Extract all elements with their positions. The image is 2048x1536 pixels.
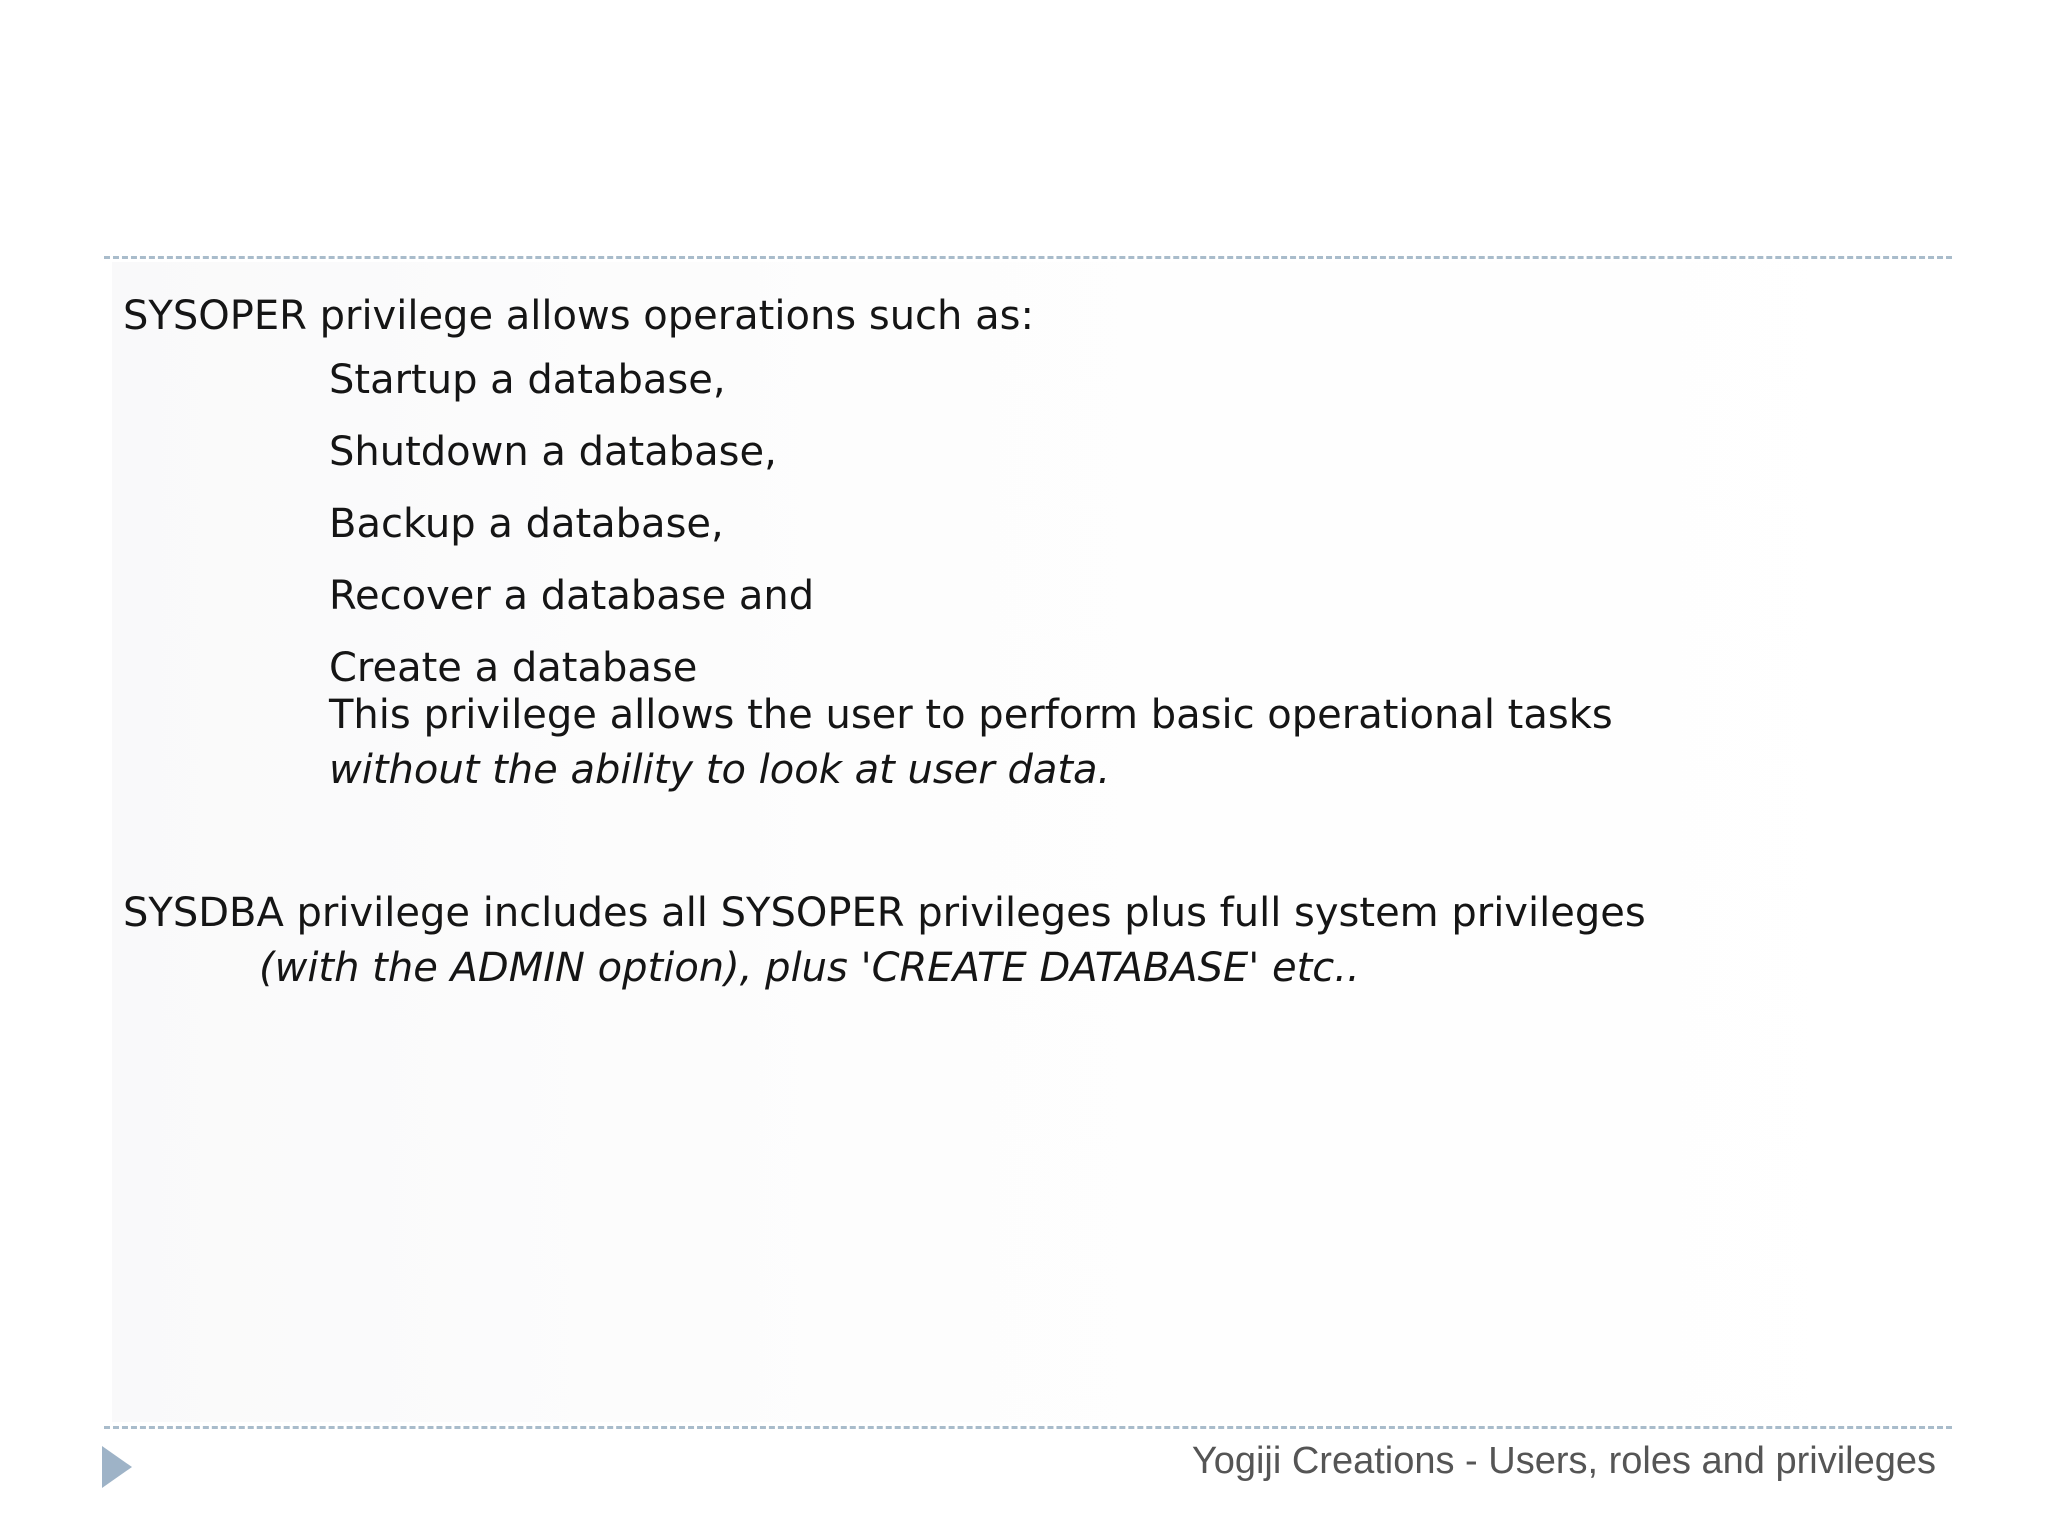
bottom-divider bbox=[104, 1426, 1952, 1429]
sysdba-description bbox=[123, 886, 1646, 996]
operation-item-backup: Backup a database, bbox=[329, 501, 724, 547]
triangle-right-icon[interactable] bbox=[102, 1446, 132, 1488]
operation-item-create: Create a database bbox=[329, 645, 698, 691]
sysoper-note bbox=[329, 688, 1613, 798]
sysoper-note-line-1: This privilege allows the user to perform basic operational tasks bbox=[329, 692, 1613, 738]
sysdba-line-1: SYSDBA privilege includes all SYSOPER privileges plus full system privileges bbox=[123, 890, 1646, 936]
operations-list bbox=[329, 344, 814, 704]
sysoper-note-line-2: without the ability to look at user data. bbox=[329, 747, 1111, 793]
operation-item-shutdown: Shutdown a database, bbox=[329, 429, 777, 475]
operation-item-recover: Recover a database and bbox=[329, 573, 815, 619]
operation-item-startup: Startup a database, bbox=[329, 357, 726, 403]
sysdba-line-2: (with the ADMIN option), plus 'CREATE DATABASE' etc.. bbox=[259, 945, 1360, 991]
footer-title: Yogiji Creations - Users, roles and privileges bbox=[1191, 1440, 1936, 1482]
sysoper-intro bbox=[123, 289, 1034, 344]
sysoper-intro-text: SYSOPER privilege allows operations such as: bbox=[123, 293, 1034, 339]
top-divider bbox=[104, 256, 1952, 259]
